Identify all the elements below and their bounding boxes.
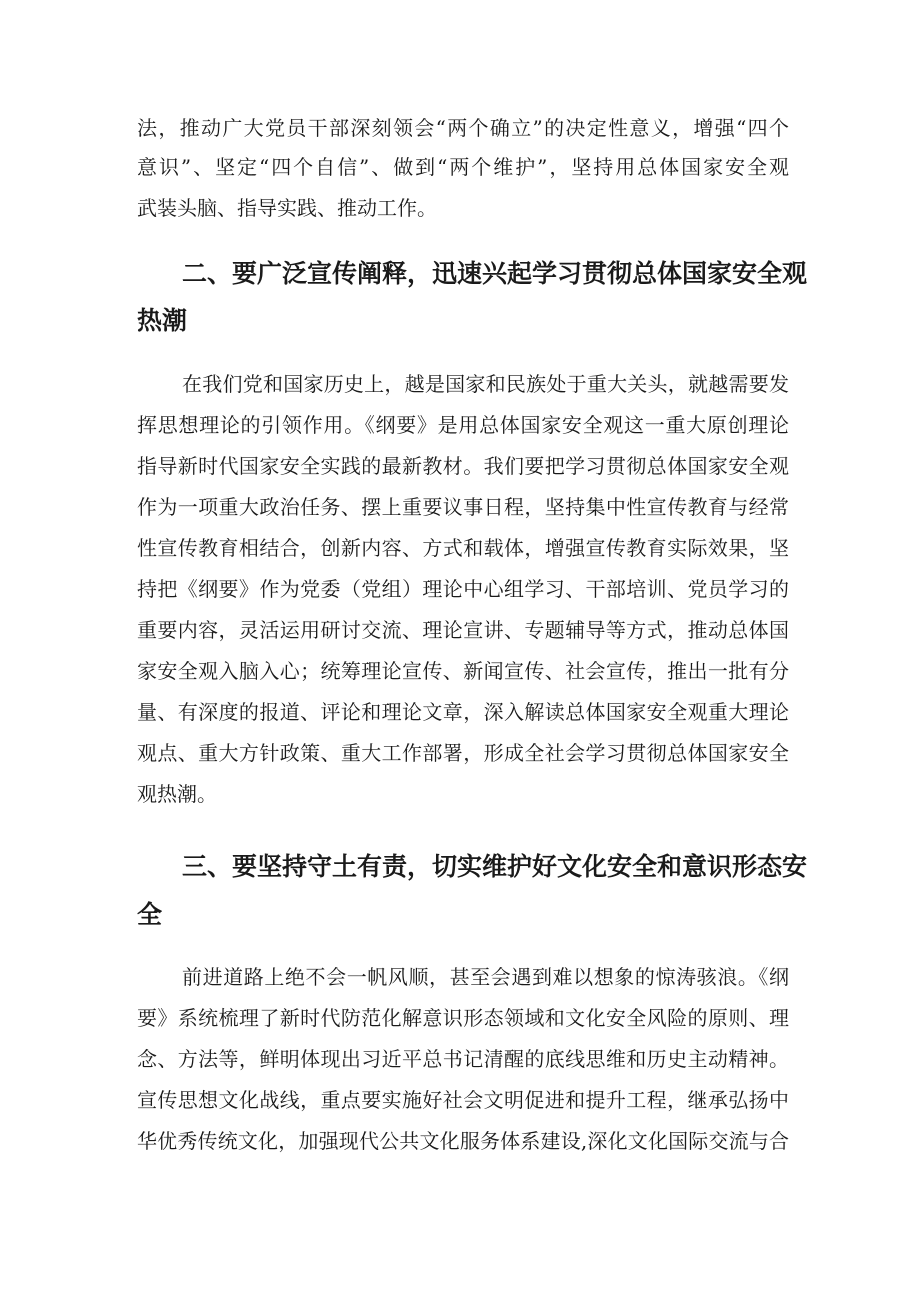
heading-line: 三、要坚持守土有责，切实维护好文化安全和意识形态安 bbox=[182, 852, 808, 881]
text-line: 性宣传教育相结合，创新内容、方式和载体，增强宣传教育实际效果，坚 bbox=[137, 536, 789, 560]
text-line: 宣传思想文化战线，重点要实施好社会文明促进和提升工程，继承弘扬中 bbox=[137, 1088, 789, 1112]
heading-line: 热潮 bbox=[137, 306, 188, 335]
heading-line: 全 bbox=[137, 900, 163, 929]
text-line: 作为一项重大政治任务、摆上重要议事日程，坚持集中性宣传教育与经常 bbox=[137, 495, 789, 519]
text-line: 持把《纲要》作为党委（党组）理论中心组学习、干部培训、党员学习的 bbox=[137, 577, 789, 601]
text-line: 挥思想理论的引领作用。《纲要》是用总体国家安全观这一重大原创理论 bbox=[137, 413, 789, 437]
text-line: 量、有深度的报道、评论和理论文章，深入解读总体国家安全观重大理论 bbox=[137, 700, 789, 724]
text-line: 要》系统梳理了新时代防范化解意识形态领域和文化安全风险的原则、理 bbox=[137, 1006, 789, 1030]
heading-line: 二、要广泛宣传阐释，迅速兴起学习贯彻总体国家安全观 bbox=[182, 259, 808, 288]
text-line: 法，推动广大党员干部深刻领会“两个确立”的决定性意义，增强“四个 bbox=[137, 116, 789, 140]
text-line: 华优秀传统文化，加强现代公共文化服务体系建设,深化文化国际交流与合 bbox=[137, 1129, 789, 1153]
text-line: 武装头脑、指导实践、推动工作。 bbox=[137, 196, 437, 220]
text-line: 意识”、坚定“四个自信”、做到“两个维护”，坚持用总体国家安全观 bbox=[137, 155, 789, 179]
text-line: 家安全观入脑入心；统筹理论宣传、新闻宣传、社会宣传，推出一批有分 bbox=[137, 659, 789, 683]
text-line: 观点、重大方针政策、重大工作部署，形成全社会学习贯彻总体国家安全 bbox=[137, 741, 789, 765]
text-line: 念、方法等，鲜明体现出习近平总书记清醒的底线思维和历史主动精神。 bbox=[137, 1047, 789, 1071]
text-line: 在我们党和国家历史上，越是国家和民族处于重大关头，就越需要发 bbox=[182, 372, 789, 396]
text-line: 重要内容，灵活运用研讨交流、理论宣讲、专题辅导等方式，推动总体国 bbox=[137, 618, 789, 642]
text-line: 观热潮。 bbox=[137, 782, 217, 806]
text-line: 指导新时代国家安全实践的最新教材。我们要把学习贯彻总体国家安全观 bbox=[137, 454, 789, 478]
text-line: 前进道路上绝不会一帆风顺，甚至会遇到难以想象的惊涛骇浪。《纲 bbox=[182, 965, 789, 989]
